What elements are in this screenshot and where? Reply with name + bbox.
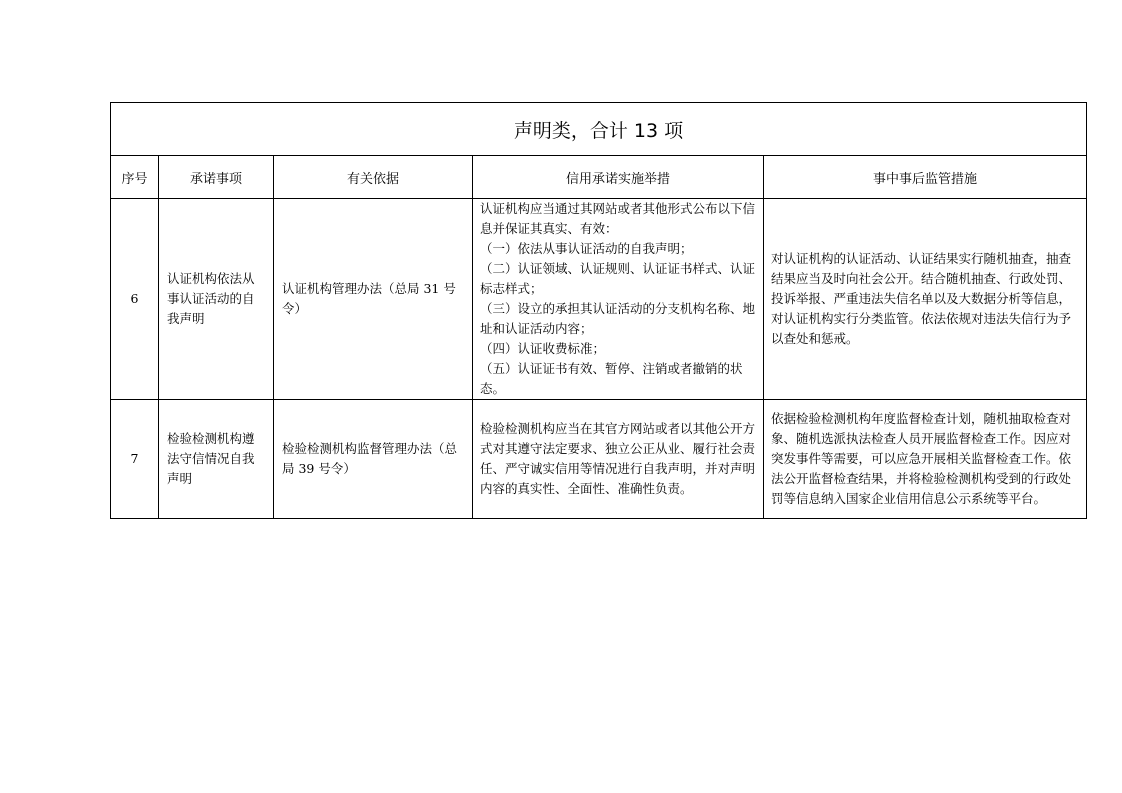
measure-line: 认证机构应当通过其网站或者其他形式公布以下信息并保证其真实、有效：: [480, 201, 756, 236]
header-row: [111, 156, 1087, 199]
measure-line: （四）认证收费标准；: [480, 341, 606, 356]
header-commitment-item: 承诺事项: [159, 156, 274, 199]
basis: 检验检测机构监督管理办法（总局 39 号令）: [274, 400, 473, 519]
measures: [473, 400, 764, 519]
table-row: [111, 400, 1087, 519]
measure-line: （三）设立的承担其认证活动的分支机构名称、地址和认证活动内容；: [480, 301, 756, 336]
table-row: [111, 199, 1087, 400]
header-supervision: 事中事后监管措施: [764, 156, 1087, 199]
header-measures: 信用承诺实施举措: [473, 156, 764, 199]
table-title: 声明类，合计 13 项: [111, 103, 1087, 156]
measure-line: 检验检测机构应当在其官方网站或者以其他公开方式对其遵守法定要求、独立公正从业、履行社会责任、严守诚实信用等情况进行自我声明，并对声明内容的真实性、全面性、准确性负责。: [480, 421, 756, 496]
measure-line: （一）依法从事认证活动的自我声明；: [480, 241, 693, 256]
commitment-item: 认证机构依法从事认证活动的自我声明: [159, 199, 274, 400]
header-basis: 有关依据: [274, 156, 473, 199]
basis: 认证机构管理办法（总局 31 号令）: [274, 199, 473, 400]
measures: [473, 199, 764, 400]
title-row: [111, 103, 1087, 156]
measure-line: （二）认证领域、认证规则、认证证书样式、认证标志样式；: [480, 261, 756, 296]
commitment-table: [110, 102, 1087, 519]
row-number: 7: [111, 400, 159, 519]
commitment-item: 检验检测机构遵法守信情况自我声明: [159, 400, 274, 519]
supervision: 依据检验检测机构年度监督检查计划，随机抽取检查对象、随机选派执法检查人员开展监督检查工作。因应对突发事件等需要，可以应急开展相关监督检查工作。依法公开监督检查结果，并将检验检测机构受到的行政处罚等信息纳入国家企业信用信息公示系统等平台。: [764, 400, 1087, 519]
measure-line: （五）认证证书有效、暂停、注销或者撤销的状态。: [480, 361, 743, 396]
header-number: 序号: [111, 156, 159, 199]
row-number: 6: [111, 199, 159, 400]
supervision: 对认证机构的认证活动、认证结果实行随机抽查，抽查结果应当及时向社会公开。结合随机抽查、行政处罚、投诉举报、严重违法失信名单以及大数据分析等信息，对认证机构实行分类监管。依法依规对违法失信行为予以查处和惩戒。: [764, 199, 1087, 400]
